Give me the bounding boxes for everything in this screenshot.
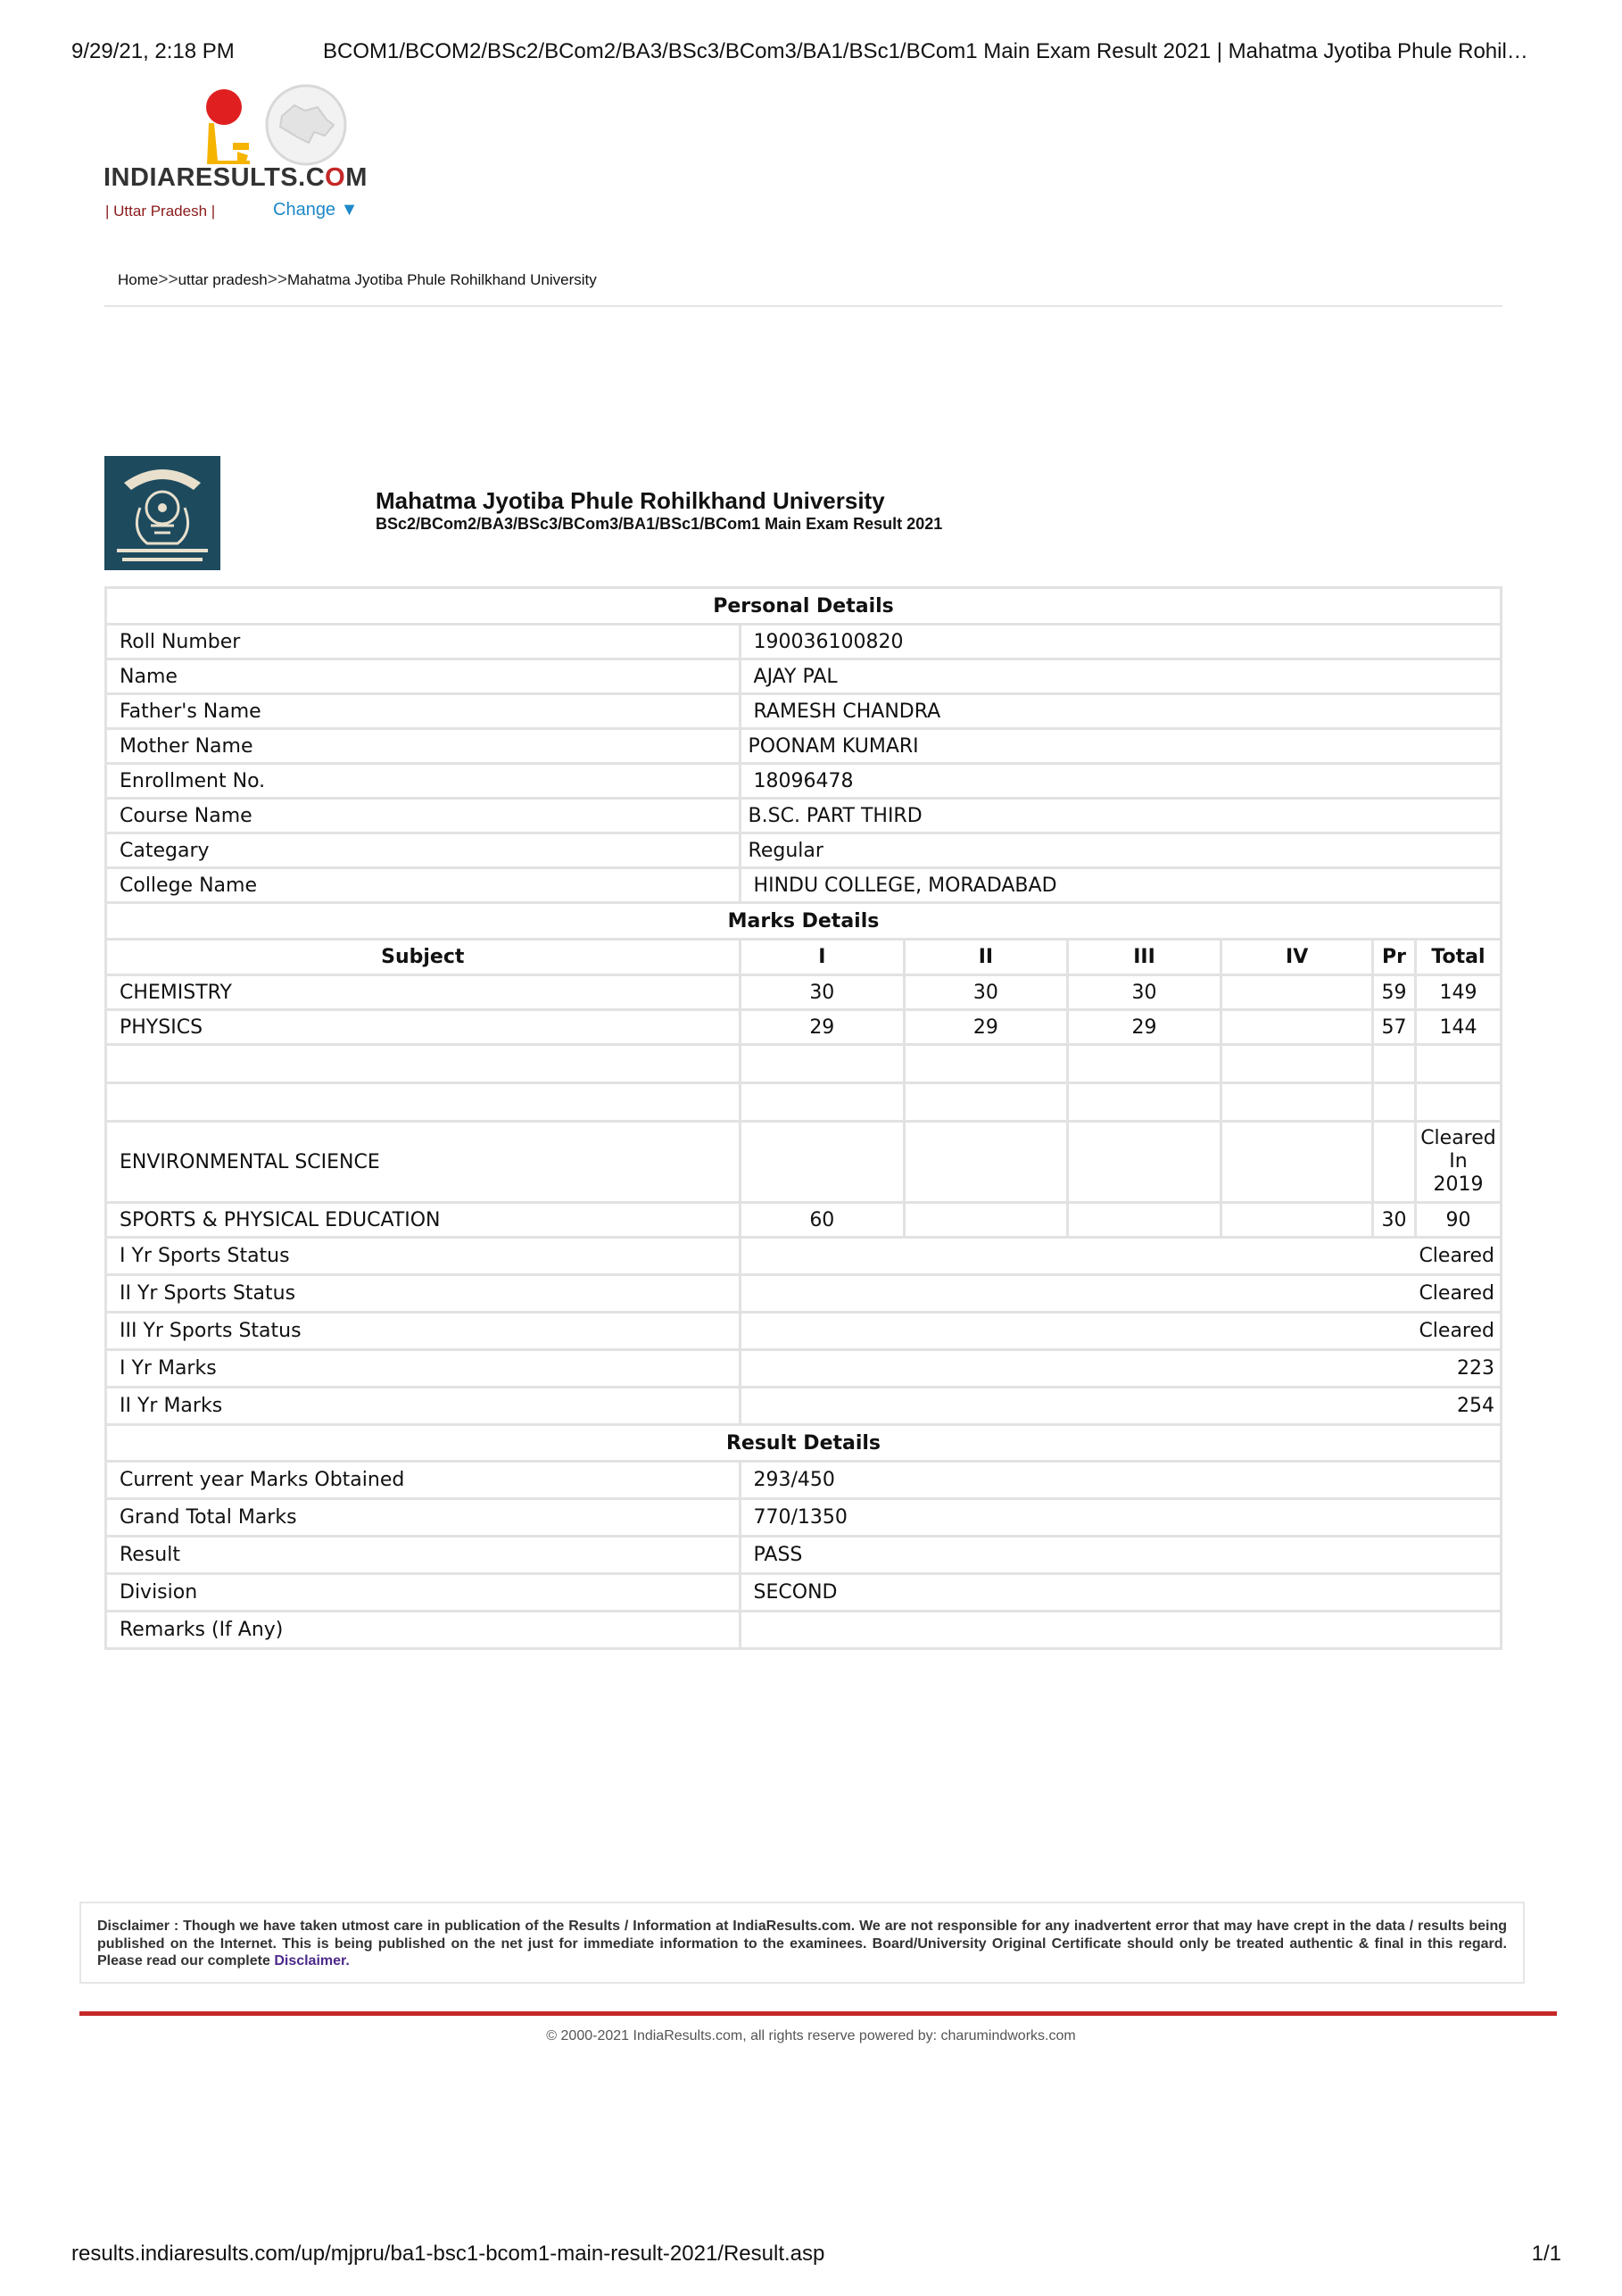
total-cell: 90 [1415, 1203, 1501, 1238]
total-cell: 144 [1415, 1010, 1501, 1045]
disclaimer-box [79, 1902, 1525, 1984]
mother-name-value: POONAM KUMARI [740, 729, 1501, 764]
copyright-text: © 2000-2021 IndiaResults.com, all rights reserve powered by: charumindworks.com [546, 2028, 1076, 2043]
breadcrumb [118, 270, 597, 290]
marks-cell: 29 [1067, 1010, 1221, 1045]
column-header-i: I [740, 940, 905, 975]
print-datetime: 9/29/21, 2:18 PM [71, 39, 235, 63]
table-row [106, 1122, 1502, 1203]
column-header-subject: Subject [106, 940, 741, 975]
roll-number-value: 190036100820 [740, 625, 1501, 659]
roll-number-label: Roll Number [106, 625, 741, 659]
state-label: | Uttar Pradesh | [105, 203, 216, 220]
status-label: I Yr Sports Status [106, 1238, 741, 1275]
table-row [106, 868, 1502, 903]
column-header-iii: III [1067, 940, 1221, 975]
table-row [106, 1203, 1502, 1238]
subject-name: CHEMISTRY [106, 975, 741, 1010]
empty-row [106, 1045, 1502, 1083]
column-header-total: Total [1415, 940, 1501, 975]
breadcrumb-separator: >> [267, 270, 287, 289]
subject-name: PHYSICS [106, 1010, 741, 1045]
result-details-heading: Result Details [106, 1425, 1502, 1462]
remarks-value [740, 1612, 1501, 1649]
total-cell: 149 [1415, 975, 1501, 1010]
marks-cell: 29 [905, 1010, 1068, 1045]
college-name-value: HINDU COLLEGE, MORADABAD [740, 868, 1501, 903]
table-row [106, 1612, 1502, 1649]
result-value: PASS [740, 1537, 1501, 1574]
footer-divider [79, 2011, 1557, 2016]
table-row [106, 1499, 1502, 1537]
status-label: I Yr Marks [106, 1350, 741, 1388]
table-row [106, 659, 1502, 694]
name-value: AJAY PAL [740, 659, 1501, 694]
breadcrumb-home[interactable]: Home [118, 271, 159, 288]
table-row [106, 764, 1502, 799]
enrollment-label: Enrollment No. [106, 764, 741, 799]
column-header-ii: II [905, 940, 1068, 975]
breadcrumb-state[interactable]: uttar pradesh [178, 271, 268, 288]
exam-title: BSc2/BCom2/BA3/BSc3/BCom3/BA1/BSc1/BCom1 Main Exam Result 2021 [376, 515, 943, 533]
print-page-title: BCOM1/BCOM2/BSc2/BCom2/BA3/BSc3/BCom3/BA1/BSc1/BCom1 Main Exam Result 2021 | Mahatma Jyotiba Phule Rohil… [323, 39, 1528, 63]
marks-cell: 30 [1372, 1203, 1415, 1238]
marks-cell: 30 [905, 975, 1068, 1010]
status-value: 254 [740, 1388, 1501, 1425]
status-value: 223 [740, 1350, 1501, 1388]
marks-cell: 30 [740, 975, 905, 1010]
table-row [106, 1238, 1502, 1275]
status-label: II Yr Sports Status [106, 1275, 741, 1313]
status-label: III Yr Sports Status [106, 1313, 741, 1350]
category-label: Categary [106, 833, 741, 868]
table-row [106, 1313, 1502, 1350]
table-row [106, 694, 1502, 729]
personal-details-heading: Personal Details [106, 588, 1502, 625]
course-name-value: B.SC. PART THIRD [740, 799, 1501, 833]
table-row [106, 1462, 1502, 1499]
division-label: Division [106, 1574, 741, 1612]
table-row [106, 975, 1502, 1010]
table-row [106, 1275, 1502, 1313]
table-row [106, 1350, 1502, 1388]
personal-details-header-row [106, 588, 1502, 625]
table-row [106, 625, 1502, 659]
current-marks-value: 293/450 [740, 1462, 1501, 1499]
marks-details-heading: Marks Details [106, 903, 1502, 940]
column-header-iv: IV [1221, 940, 1373, 975]
university-seal-logo [104, 456, 220, 570]
father-name-value: RAMESH CHANDRA [740, 694, 1501, 729]
name-label: Name [106, 659, 741, 694]
marks-cell: 59 [1372, 975, 1415, 1010]
marks-cell: 60 [740, 1203, 905, 1238]
uttar-pradesh-map-icon [267, 86, 345, 164]
marks-details-header-row [106, 903, 1502, 940]
current-marks-label: Current year Marks Obtained [106, 1462, 741, 1499]
mascot-icon [206, 89, 250, 164]
disclaimer-text: Disclaimer : Though we have taken utmost care in publication of the Results / Information at IndiaResults.com. We are not responsible for any inadvertent error that may have crept in the data / results being published on the Internet. This is being published on the net just for immediate information to the examinees. Board/University Original Certificate should only be treated authentic & final in this regard. Please read our complete [97, 1919, 1507, 1969]
disclaimer-link[interactable]: Disclaimer. [274, 1953, 350, 1969]
status-label: II Yr Marks [106, 1388, 741, 1425]
table-row [106, 1537, 1502, 1574]
marks-cell: 57 [1372, 1010, 1415, 1045]
result-table [104, 586, 1502, 1650]
column-header-pr: Pr [1372, 940, 1415, 975]
env-science-status: Cleared In 2019 [1415, 1122, 1501, 1203]
course-name-label: Course Name [106, 799, 741, 833]
site-wordmark: INDIARESULTS.COM [103, 163, 368, 192]
breadcrumb-divider [104, 305, 1502, 307]
print-url: results.indiaresults.com/up/mjpru/ba1-bsc1-bcom1-main-result-2021/Result.asp [71, 2242, 825, 2266]
division-value: SECOND [740, 1574, 1501, 1612]
university-name: Mahatma Jyotiba Phule Rohilkhand University [376, 487, 885, 514]
table-row [106, 833, 1502, 868]
marks-column-header-row [106, 940, 1502, 975]
table-row [106, 1010, 1502, 1045]
mother-name-label: Mother Name [106, 729, 741, 764]
change-state-link[interactable]: Change ▼ [273, 200, 359, 220]
print-page-number: 1/1 [1531, 2242, 1561, 2266]
result-label: Result [106, 1537, 741, 1574]
category-value: Regular [740, 833, 1501, 868]
table-row [106, 1388, 1502, 1425]
grand-total-value: 770/1350 [740, 1499, 1501, 1537]
empty-row [106, 1083, 1502, 1122]
status-value: Cleared [740, 1313, 1501, 1350]
marks-cell [1221, 975, 1373, 1010]
table-row [106, 729, 1502, 764]
remarks-label: Remarks (If Any) [106, 1612, 741, 1649]
table-row [106, 799, 1502, 833]
breadcrumb-separator: >> [158, 270, 178, 289]
status-value: Cleared [740, 1275, 1501, 1313]
status-value: Cleared [740, 1238, 1501, 1275]
marks-cell: 29 [740, 1010, 905, 1045]
grand-total-label: Grand Total Marks [106, 1499, 741, 1537]
marks-cell: 30 [1067, 975, 1221, 1010]
result-details-header-row [106, 1425, 1502, 1462]
college-name-label: College Name [106, 868, 741, 903]
father-name-label: Father's Name [106, 694, 741, 729]
breadcrumb-university[interactable]: Mahatma Jyotiba Phule Rohilkhand University [286, 271, 597, 288]
subject-name: ENVIRONMENTAL SCIENCE [106, 1122, 741, 1203]
enrollment-value: 18096478 [740, 764, 1501, 799]
table-row [106, 1574, 1502, 1612]
marks-cell [1221, 1010, 1373, 1045]
subject-name: SPORTS & PHYSICAL EDUCATION [106, 1203, 741, 1238]
